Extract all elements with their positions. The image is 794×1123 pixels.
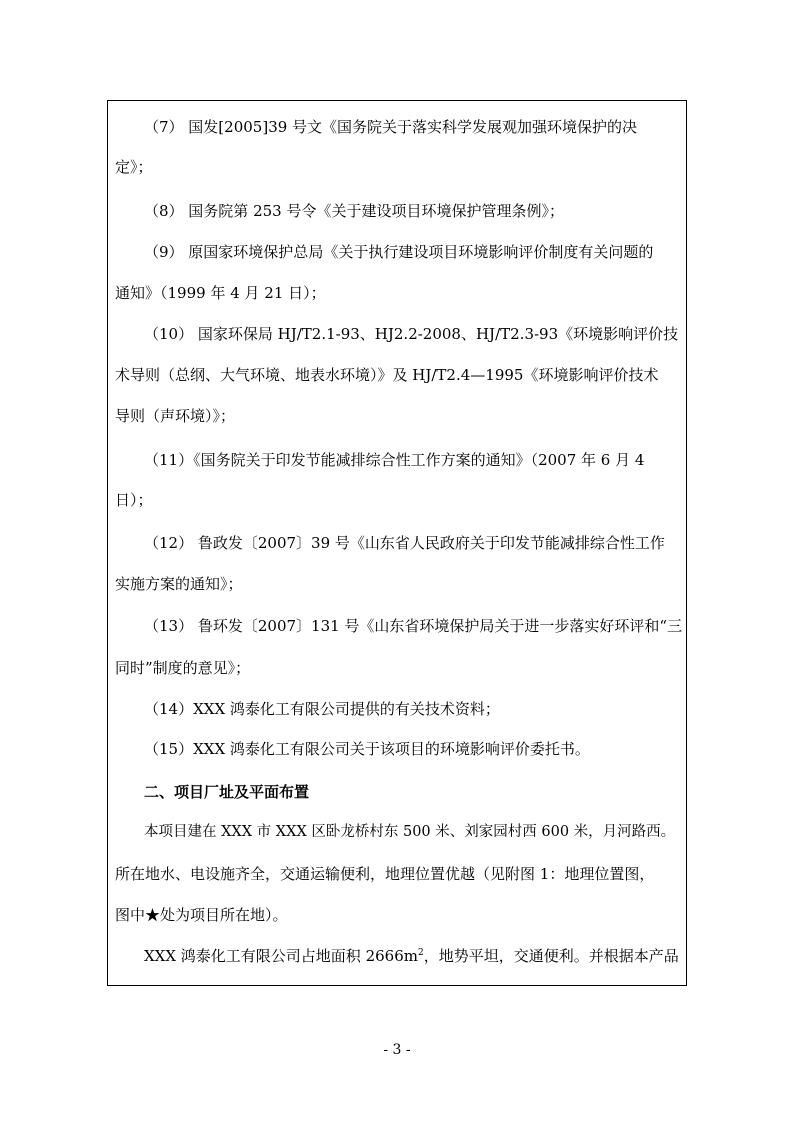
superscript: 2 <box>417 948 424 958</box>
text-line: 术导则（总纲、大气环境、地表水环境）》及 HJ/T2.4—1995《环境影响评价技术 <box>115 366 659 384</box>
section-heading: 二、项目厂址及平面布置 <box>144 783 310 801</box>
text-line: 通知》（1999 年 4 月 21 日）； <box>115 284 326 302</box>
text-line: 图中★处为项目所在地）。 <box>115 906 288 924</box>
text-line: 实施方案的通知》； <box>115 575 243 593</box>
text-line: （11）《国务院关于印发节能减排综合性工作方案的通知》（2007 年 6 月 4 <box>144 451 645 469</box>
text-line: （9） 原国家环境保护总局《关于执行建设项目环境影响评价制度有关问题的 <box>144 243 654 261</box>
text-line: （12） 鲁政发〔2007〕39 号《山东省人民政府关于印发节能减排综合性工作 <box>144 534 665 552</box>
text-line: （7） 国发[2005]39 号文《国务院关于落实科学发展观加强环境保护的决 <box>144 118 638 136</box>
text-line: 所在地水、电设施齐全，交通运输便利，地理位置优越（见附图 1：地理位置图， <box>115 865 655 883</box>
text-line <box>144 946 679 966</box>
text-line: 本项目建在 XXX 市 XXX 区卧龙桥村东 500 米、刘家园村西 600 米，月河路西。 <box>144 824 676 840</box>
text-line: （15）XXX 鸿泰化工有限公司关于该项目的环境影响评价委托书。 <box>144 740 590 758</box>
text-line: （10） 国家环保局 HJ/T2.1-93、HJ2.2-2008、HJ/T2.3-93《环境影响评价技 <box>144 325 679 343</box>
text-fragment: ，地势平坦，交通便利。并根据本产品 <box>423 947 679 965</box>
text-line: （14）XXX 鸿泰化工有限公司提供的有关技术资料； <box>144 700 500 718</box>
text-line: 日）； <box>115 491 153 509</box>
text-line: 导则（声环境）》； <box>115 407 236 425</box>
page-number: - 3 - <box>383 1042 411 1058</box>
text-line: 定》； <box>115 158 153 176</box>
text-fragment: XXX 鸿泰化工有限公司占地面积 2666m <box>144 947 418 965</box>
text-line: （8） 国务院第 253 号令《关于建设项目环境保护管理条例》； <box>144 202 564 220</box>
text-line: 同时”制度的意见》； <box>115 659 251 677</box>
text-line: （13） 鲁环发〔2007〕131 号《山东省环境保护局关于进一步落实好环评和“三 <box>144 617 683 635</box>
